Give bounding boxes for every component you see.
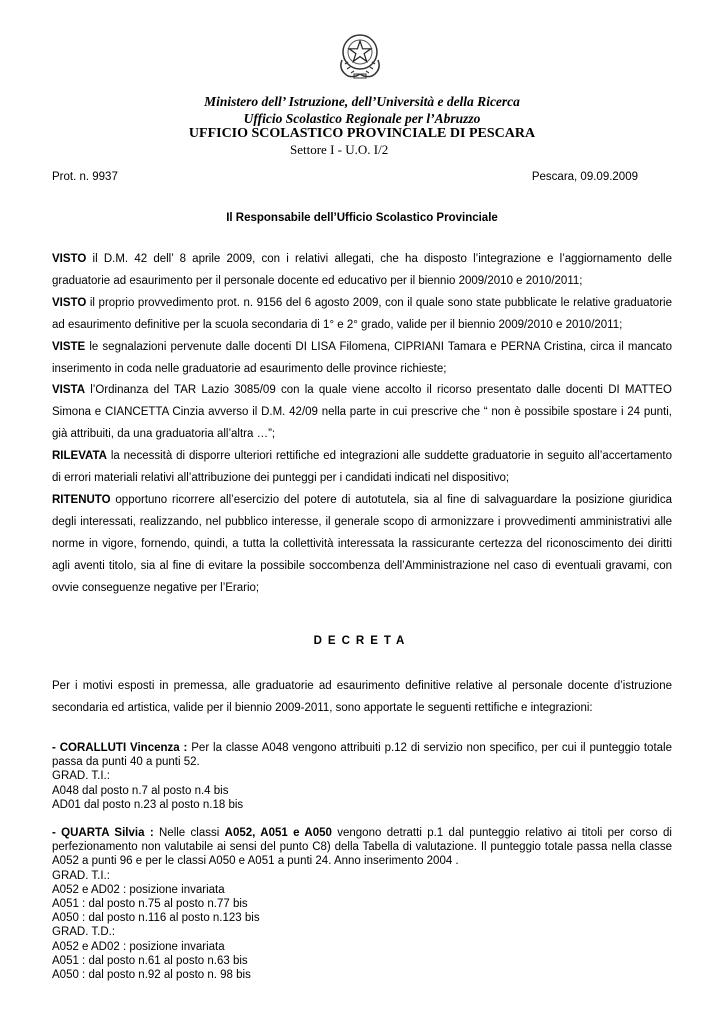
entry-line: GRAD. T.D.: [52, 926, 116, 939]
premise-text: il D.M. 42 dell’ 8 aprile 2009, con i relativi allegati, che ha disposto l’integrazione e l’aggiornamento delle graduatorie ad esaurimento per il personale docente ed educativo per il biennio 2009/2010 e 2010/2011; [52, 253, 672, 287]
entry-text: Per la classe A048 vengono attribuiti p.12 di servizio non specifico, per cui il punteggio totale passa da punti 40 a punti 52. [52, 742, 672, 769]
premises-section [52, 249, 672, 600]
document-date: Pescara, 09.09.2009 [531, 171, 638, 183]
regional-office: Ufficio Scolastico Regionale per l’Abruzzo [243, 111, 481, 126]
entry-line: A051 : dal posto n.75 al posto n.77 bis [52, 898, 248, 911]
premise-paragraph [52, 249, 672, 293]
premise-text: il proprio provvedimento prot. n. 9156 del 6 agosto 2009, con il quale sono state pubblicate le relative graduatorie ad esaurimento definitive per la scuola secondaria di 1° e 2° grado, valide per il biennio 2009/2010 e 2010/2011; [52, 296, 672, 331]
premise-paragraph [52, 293, 672, 337]
premise-paragraph [52, 337, 672, 381]
entry-line: A052 e AD02 : posizione invariata [52, 940, 225, 953]
premise-text: opportuno ricorrere all’esercizio del potere di autotutela, sia al fine di salvaguardare la posizione giuridica degli interessati, realizzando, nel pubblico interesse, il generale scopo di armonizzare i provvedimenti amministrativi alle norme in vigore, fornendo, quindi, a tutta la collettività interessata la rassicurante certezza del riconoscimento dei diritti agli aventi titolo, sia al fine di evitare la possibile soccombenza dell’Amministrazione nel caso di eventuali gravami, con ovvie conseguenze negative per l’Erario; [52, 493, 672, 594]
entry-description [52, 741, 672, 769]
protocol-number: Prot. n. 9937 [52, 171, 118, 183]
entry-line: A050 : dal posto n.116 al posto n.123 bis [52, 912, 260, 925]
entry-classes: A052, A051 e A050 [224, 827, 332, 839]
premise-keyword: VISTA [52, 384, 86, 397]
premise-keyword: VISTO [52, 296, 87, 309]
premise-paragraph [52, 490, 672, 600]
premise-keyword: VISTE [52, 340, 86, 353]
premise-keyword: RITENUTO [52, 493, 111, 506]
entry-line: A052 e AD02 : posizione invariata [52, 883, 225, 896]
decreta-heading: DECRETA [313, 635, 411, 647]
entry-line: A051 : dal posto n.61 al posto n.63 bis [52, 954, 248, 967]
entry-name: - QUARTA Silvia : [52, 827, 154, 839]
premise-keyword: RILEVATA [52, 450, 107, 463]
rectification-entry-coralluti [52, 741, 672, 812]
ministry-title: Ministero dell’ Istruzione, dell’Università e della Ricerca [204, 94, 520, 109]
premise-text: la necessità di disporre ulteriori rettifiche ed integrazioni alle suddette graduatorie in seguito all’accertamento di errori materiali relativi all’attribuzione dei punteggi per i candidati indicati nel dispositivo; [52, 450, 672, 485]
entry-line: A048 dal posto n.7 al posto n.4 bis [52, 784, 229, 797]
entry-line: GRAD. T.I.: [52, 869, 110, 882]
entry-line: A050 : dal posto n.92 al posto n. 98 bis [52, 969, 251, 982]
responsible-heading: Il Responsabile dell’Ufficio Scolastico Provinciale [226, 212, 498, 224]
premise-text: le segnalazioni pervenute dalle docenti DI LISA Filomena, CIPRIANI Tamara e PERNA Cristina, circa il mancato inserimento in coda nelle graduatorie ad esaurimento delle province richieste; [52, 340, 672, 375]
premise-paragraph [52, 380, 672, 446]
rectification-entry-quarta [52, 826, 672, 982]
sector-unit: Settore I - U.O. I/2 [290, 142, 389, 157]
decree-intro: Per i motivi esposti in premessa, alle graduatorie ad esaurimento definitive relative al personale docente d’istruzione secondaria ed artistica, valide per il biennio 2009-2011, sono apportate le seguenti rettifiche e integrazioni: [52, 680, 672, 714]
entry-name: - CORALLUTI Vincenza : [52, 742, 188, 754]
entry-text: vengono detratti p.1 dal punteggio relativo ai titoli per corso di perfezionamento non valutabile ai sensi del punto C8) della Tabella di valutazione. Il punteggio totale passa nella classe A052 a punti 96 e per le classi A050 e A051 a punti 24. Anno inserimento 2004 . [52, 827, 672, 868]
premise-keyword: VISTO [52, 253, 87, 265]
entry-line: AD01 dal posto n.23 al posto n.18 bis [52, 798, 244, 811]
republic-emblem-icon [336, 30, 384, 82]
entry-description [52, 826, 672, 869]
entry-text: Nelle classi [153, 827, 225, 839]
premise-text: l’Ordinanza del TAR Lazio 3085/09 con la quale viene accolto il ricorso presentato dalle docenti DI MATTEO Simona e CIANCETTA Cinzia avverso il D.M. 42/09 nella parte in cui prescrive che “ non è possibile spostare i 24 punti, già attribuiti, da una graduatoria all’altra …”; [52, 384, 672, 441]
premise-paragraph [52, 446, 672, 490]
provincial-office: UFFICIO SCOLASTICO PROVINCIALE DI PESCARA [188, 126, 536, 141]
entry-line: GRAD. T.I.: [52, 770, 110, 783]
